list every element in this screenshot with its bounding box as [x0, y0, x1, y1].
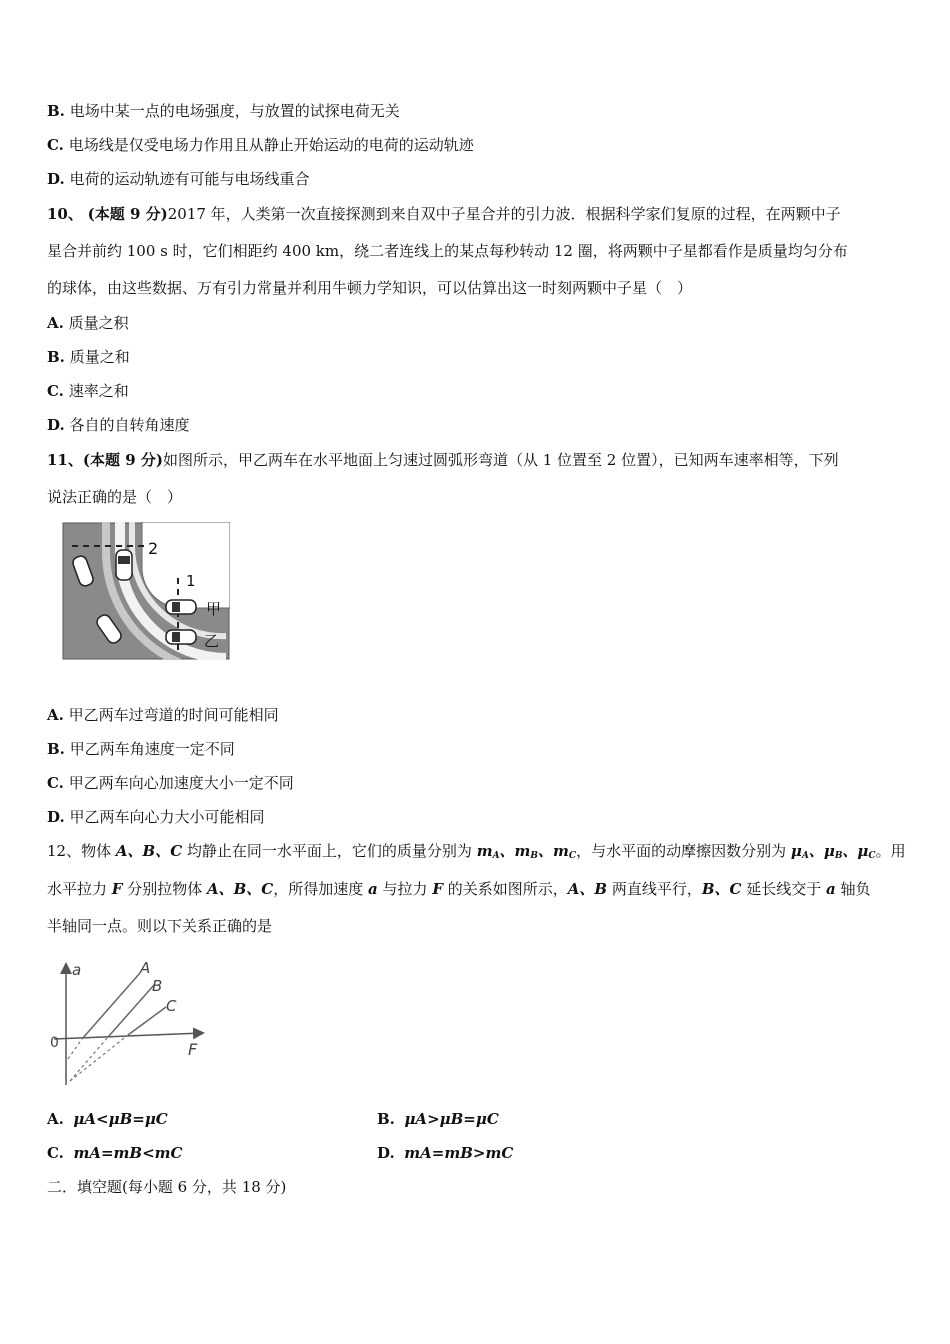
stem-text: 两直线平行， — [607, 880, 702, 898]
option-text: 甲乙两车过弯道的时间可能相同 — [68, 706, 279, 724]
accel-symbol: a — [826, 880, 836, 898]
q12-option-a — [47, 1108, 168, 1130]
q10-stem-line2: 星合并前约 100 s 时，它们相距约 400 km，绕二者连线上的某点每秒转动 12 圈，将两颗中子星都看作是质量均匀分布 — [47, 242, 848, 260]
force-symbol: F — [432, 880, 443, 898]
q10-option-a — [47, 312, 129, 334]
q12-option-d — [377, 1142, 513, 1164]
q11-option-d — [47, 806, 265, 828]
q12-stem-line1 — [47, 840, 906, 867]
option-letter: D. — [47, 808, 65, 826]
acceleration-force-graph — [42, 955, 212, 1090]
question-score: (本题 9 分) — [87, 205, 168, 223]
option-text: 甲乙两车向心力大小可能相同 — [69, 808, 265, 826]
line-b — [108, 985, 154, 1037]
stem-text: 2017 年，人类第一次直接探测到来自双中子星合并的引力波．根据科学家们复原的过程，在两颗中子 — [167, 205, 841, 223]
q11-stem-line2: 说法正确的是（ ） — [47, 488, 183, 506]
stem-text: 如图所示，甲乙两车在水平地面上匀速过圆弧形弯道（从 1 位置至 2 位置），已知两车速率相等，下列 — [162, 451, 839, 469]
car-window — [118, 556, 130, 564]
stem-text: 的关系如图所示， — [442, 880, 568, 898]
option-letter: B. — [47, 348, 65, 366]
object-labels: A、B、C — [206, 880, 274, 898]
section-heading: 二．填空题(每小题 6 分，共 18 分) — [47, 1178, 287, 1196]
q9-option-c — [47, 134, 474, 156]
q10-option-b — [47, 346, 130, 368]
object-labels: B、C — [701, 880, 742, 898]
q10-option-d — [47, 414, 190, 436]
stem-text: 物体 — [81, 842, 116, 860]
q10-stem-line1 — [47, 203, 841, 225]
option-text: 电荷的运动轨迹有可能与电场线重合 — [69, 170, 310, 188]
option-text: mA=mB>mC — [404, 1144, 514, 1162]
label-position-1: 1 — [186, 572, 196, 590]
car-window — [172, 632, 180, 642]
option-letter: B. — [377, 1110, 395, 1128]
accel-symbol: a — [368, 880, 378, 898]
car-jia-icon — [166, 600, 196, 614]
q11-stem-line1 — [47, 449, 839, 471]
stem-text: 分别拉物体 — [122, 880, 207, 898]
q12-stem-line3: 半轴同一点。则以下关系正确的是 — [47, 917, 273, 935]
label-position-2: 2 — [148, 539, 159, 558]
option-letter: D. — [47, 170, 65, 188]
stem-text: 与拉力 — [377, 880, 433, 898]
stem-text: 均静止在同一水平面上，它们的质量分别为 — [182, 842, 477, 860]
line-b-extension — [70, 1037, 108, 1081]
option-text: 各自的自转角速度 — [69, 416, 190, 434]
option-letter: B. — [47, 740, 65, 758]
option-text: 质量之和 — [69, 348, 130, 366]
corner-island — [142, 522, 230, 608]
option-text: mA=mB<mC — [73, 1144, 183, 1162]
option-text: μA>μB=μC — [404, 1110, 499, 1128]
label-line-b: B — [152, 977, 163, 995]
label-line-c: C — [166, 997, 177, 1015]
q12-stem-line2 — [47, 878, 871, 900]
friction-symbols: $\mu_A$、$\mu_B$、$\mu_C$ — [790, 842, 876, 861]
q12-option-b — [377, 1108, 499, 1130]
question-number: 11、 — [47, 451, 83, 469]
label-jia: 甲 — [206, 600, 222, 618]
car-icon — [116, 550, 132, 580]
q11-option-a — [47, 704, 279, 726]
stem-text: ，所得加速度 — [273, 880, 369, 898]
car-yi-icon — [166, 630, 196, 644]
option-letter: B. — [47, 102, 65, 120]
line-a-extension — [68, 1039, 82, 1059]
option-text: 质量之积 — [68, 314, 129, 332]
option-letter: A. — [47, 314, 64, 332]
option-text: 电场线是仅受电场力作用且从静止开始运动的电荷的运动轨迹 — [68, 136, 474, 154]
object-labels: A、B、C — [115, 842, 183, 860]
origin-label: 0 — [50, 1035, 59, 1051]
stem-text: ，与水平面的动摩擦因数分别为 — [576, 842, 791, 860]
q9-option-d — [47, 168, 310, 190]
question-number: 10、 — [47, 205, 83, 223]
q10-stem-line3: 的球体，由这些数据、万有引力常量并利用牛顿力学知识，可以估算出这一时刻两颗中子星（ ） — [47, 279, 693, 297]
option-text: μA<μB=μC — [73, 1110, 168, 1128]
stem-text: 延长线交于 — [741, 880, 827, 898]
label-yi: 乙 — [204, 632, 220, 650]
object-labels: A、B — [567, 880, 608, 898]
option-letter: C. — [47, 382, 64, 400]
option-letter: A. — [47, 706, 64, 724]
option-letter: D. — [47, 416, 65, 434]
option-letter: C. — [47, 774, 64, 792]
option-letter: D. — [377, 1144, 395, 1162]
curved-road-figure — [62, 522, 230, 660]
axis-x-label: F — [188, 1040, 198, 1059]
x-axis — [54, 1033, 202, 1039]
line-a — [82, 973, 140, 1039]
q11-option-b — [47, 738, 235, 760]
stem-text: 。用 — [875, 842, 906, 860]
option-letter: C. — [47, 136, 64, 154]
stem-text: 轴负 — [835, 880, 871, 898]
car-window — [172, 602, 180, 612]
option-letter: C. — [47, 1144, 64, 1162]
option-text: 速率之和 — [68, 382, 129, 400]
label-line-a: A — [140, 959, 151, 977]
option-letter: A. — [47, 1110, 64, 1128]
q11-option-c — [47, 772, 294, 794]
stem-text: 水平拉力 — [47, 880, 112, 898]
line-c — [128, 1007, 166, 1035]
axis-y-label: a — [72, 961, 82, 979]
q10-option-c — [47, 380, 129, 402]
question-score: (本题 9 分) — [82, 451, 163, 469]
mass-symbols: $m_A$、$m_B$、$m_C$ — [476, 842, 577, 861]
option-text: 电场中某一点的电场强度，与放置的试探电荷无关 — [69, 102, 400, 120]
q9-option-b — [47, 100, 400, 122]
line-c-extension — [70, 1035, 128, 1081]
option-text: 甲乙两车角速度一定不同 — [69, 740, 235, 758]
q12-option-c — [47, 1142, 182, 1164]
force-symbol: F — [111, 880, 123, 898]
option-text: 甲乙两车向心加速度大小一定不同 — [68, 774, 294, 792]
question-number: 12、 — [47, 842, 82, 860]
